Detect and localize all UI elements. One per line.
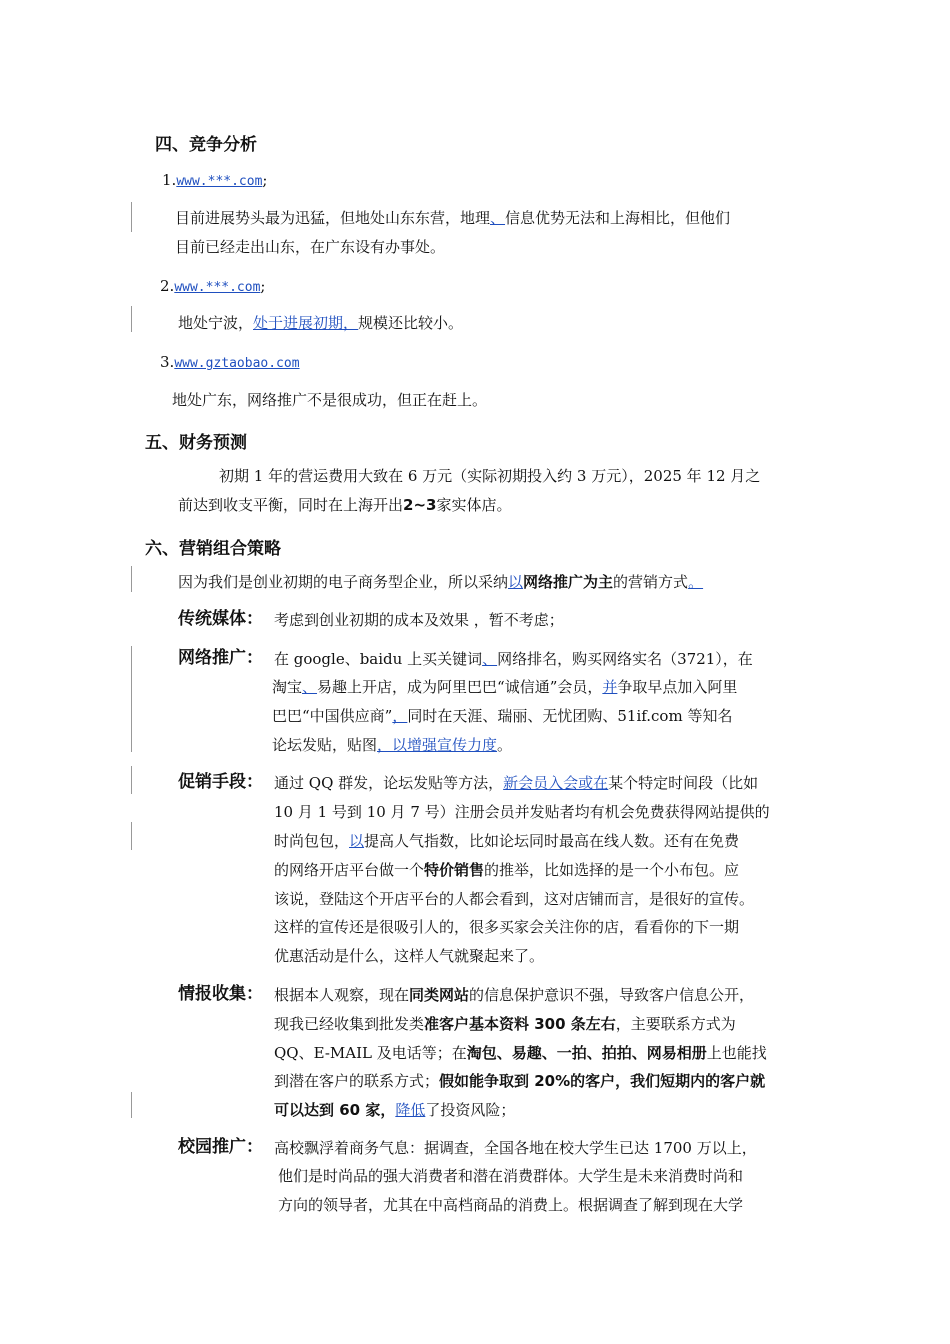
section-heading: 六、营销组合策略 [145,539,281,559]
paragraph-line: 初期 1 年的营运费用大致在 6 万元（实际初期投入约 3 万元），2025 年 12 月之 [219,467,761,485]
revision-bar [131,566,132,592]
revision-bar [131,202,132,232]
paragraph-line: 地处广东，网络推广不是很成功，但正在赶上。 [172,391,488,409]
strategy-label: 校园推广： [178,1137,263,1157]
strategy-label: 传统媒体： [178,609,263,629]
paragraph-line: 的网络开店平台做一个特价销售的推举，比如选择的是一个小布包。应 [274,861,740,879]
strategy-label: 情报收集： [178,984,263,1004]
paragraph-line: QQ、E-MAIL 及电话等；在淘包、易趣、一拍、拍拍、网易相册上也能找 [274,1044,767,1062]
paragraph-line: 论坛发贴，贴图，以增强宣传力度。 [272,736,513,754]
paragraph-line: 他们是时尚品的强大消费者和潜在消费群体。大学生是未来消费时尚和 [278,1167,744,1185]
paragraph-line: 根据本人观察，现在同类网站的信息保护意识不强，导致客户信息公开， [274,986,755,1004]
paragraph-line: 这样的宣传还是很吸引人的，很多买家会关注你的店，看看你的下一期 [274,918,740,936]
section-heading: 五、财务预测 [145,433,247,453]
paragraph-line: 到潜在客户的联系方式；假如能争取到 20%的客户，我们短期内的客户就 [274,1072,766,1090]
paragraph-line: 通过 QQ 群发，论坛发贴等方法，新会员入会或在某个特定时间段（比如 [274,774,759,792]
paragraph-line: 目前进展势头最为迅猛，但地处山东东营，地理、信息优势无法和上海相比，但他们 [175,209,731,227]
paragraph-line: 前达到收支平衡，同时在上海开出2~3家实体店。 [178,496,512,514]
paragraph-line: 因为我们是创业初期的电子商务型企业，所以采纳以网络推广为主的营销方式。 [178,573,704,591]
list-item: 2.www.***.com; [160,277,266,295]
strategy-label: 网络推广： [178,648,263,668]
paragraph-line: 时尚包包，以提高人气指数，比如论坛同时最高在线人数。还有在免费 [274,832,740,850]
paragraph-line: 高校飘浮着商务气息：据调查，全国各地在校大学生已达 1700 万以上， [274,1139,757,1157]
competitor-link[interactable]: www.***.com [174,280,261,295]
competitor-link[interactable]: www.gztaobao.com [174,356,300,371]
paragraph-line: 该说，登陆这个开店平台的人都会看到，这对店铺而言，是很好的宣传。 [274,890,755,908]
revision-bar [131,822,132,850]
revision-bar [131,646,132,752]
paragraph-line: 可以达到 60 家，降低了投资风险； [274,1101,516,1119]
paragraph-line: 地处宁波，处于进展初期，规模还比较小。 [178,314,464,332]
revision-bar [131,1092,132,1118]
paragraph-line: 在 google、baidu 上买关键词、网络排名，购买网络实名（3721），在 [274,650,753,668]
paragraph-line: 10 月 1 号到 10 月 7 号）注册会员并发贴者均有机会免费获得网站提供的 [274,803,770,821]
section-heading: 四、竞争分析 [155,135,257,155]
paragraph-line: 方向的领导者，尤其在中高档商品的消费上。根据调查了解到现在大学 [278,1196,744,1214]
paragraph-line: 现我已经收集到批发类准客户基本资料 300 条左右，主要联系方式为 [274,1015,736,1033]
paragraph-line: 考虑到创业初期的成本及效果 ，暂不考虑； [274,611,564,629]
list-item: 3.www.gztaobao.com [160,353,300,371]
revision-bar [131,766,132,794]
strategy-label: 促销手段： [178,772,263,792]
competitor-link[interactable]: www.***.com [176,174,263,189]
paragraph-line: 优惠活动是什么，这样人气就聚起来了。 [274,947,545,965]
paragraph-line: 淘宝、易趣上开店，成为阿里巴巴“诚信通”会员，并争取早点加入阿里 [272,678,738,696]
list-item: 1.www.***.com; [162,171,268,189]
paragraph-line: 目前已经走出山东，在广东设有办事处。 [175,238,446,256]
revision-bar [131,306,132,332]
paragraph-line: 巴巴“中国供应商”，同时在天涯、瑞丽、无忧团购、51if.com 等知名 [272,707,733,725]
